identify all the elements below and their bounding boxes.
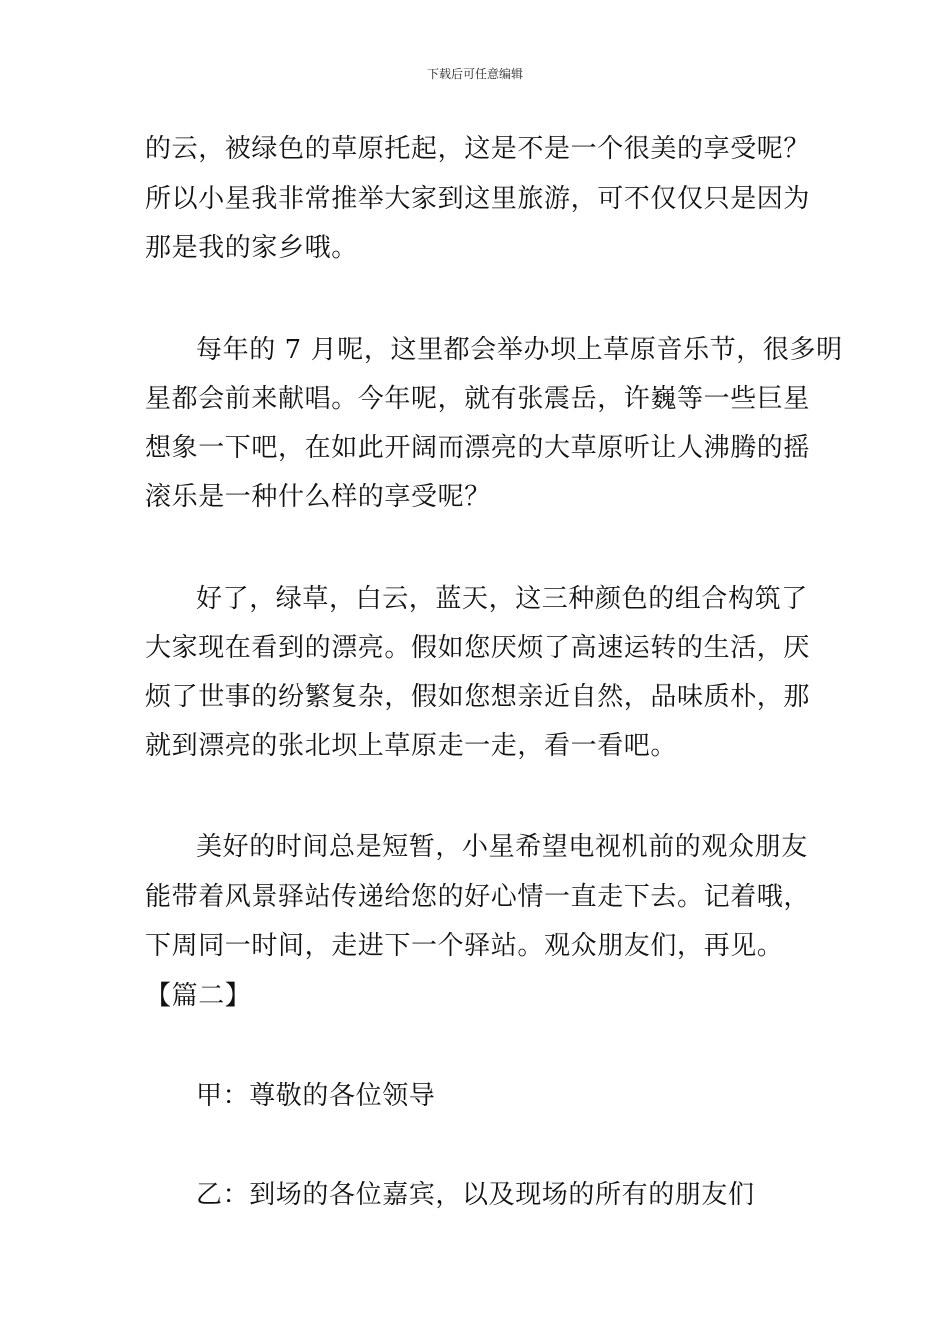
body-line: 那是我的家乡哦。 <box>145 233 358 263</box>
body-line: 好了，绿草，白云，蓝天，这三种颜色的组合构筑了 <box>196 584 808 614</box>
body-line: 滚乐是一种什么样的享受呢？ <box>145 482 491 512</box>
body-line: 美好的时间总是短暂，小星希望电视机前的观众朋友 <box>196 832 808 862</box>
body-line: 星都会前来献唱。今年呢，就有张震岳，许巍等一些巨星 <box>145 384 811 414</box>
body-line: 能带着风景驿站传递给您的好心情一直走下去。记着哦， <box>145 882 811 912</box>
body-line: 下周同一时间，走进下一个驿站。观众朋友们，再见。 <box>145 931 784 961</box>
body-line: 想象一下吧，在如此开阔而漂亮的大草原听让人沸腾的摇 <box>145 433 811 463</box>
body-line: 每年的 7 月呢，这里都会举办坝上草原音乐节，很多明 <box>196 335 843 365</box>
body-line: 大家现在看到的漂亮。假如您厌烦了高速运转的生活，厌 <box>145 633 811 663</box>
section-heading: 【篇二】 <box>145 981 252 1011</box>
page-header: 下载后可任意编辑 <box>426 67 523 81</box>
body-line: 就到漂亮的张北坝上草原走一走，看一看吧。 <box>145 731 678 761</box>
body-line: 所以小星我非常推举大家到这里旅游，可不仅仅只是因为 <box>145 184 811 214</box>
body-line: 的云，被绿色的草原托起，这是不是一个很美的享受呢？ <box>145 134 811 164</box>
body-line: 乙：到场的各位嘉宾，以及现场的所有的朋友们 <box>196 1180 755 1210</box>
body-line: 甲：尊敬的各位领导 <box>196 1081 436 1111</box>
body-line: 烦了世事的纷繁复杂，假如您想亲近自然，品味质朴，那 <box>145 682 811 712</box>
